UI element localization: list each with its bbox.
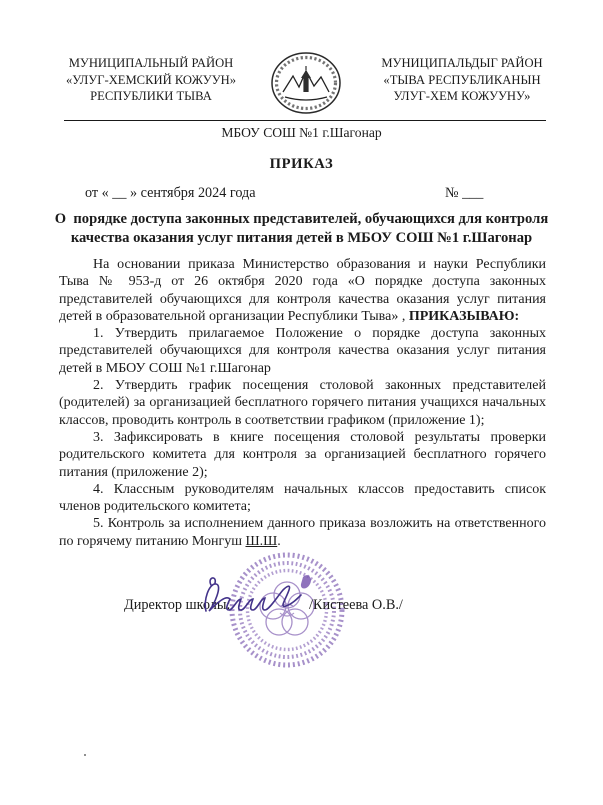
letterhead	[60, 50, 554, 116]
order-subject-line: О порядке доступа законных представителей, обучающихся для контроля	[54, 211, 549, 227]
order-subject-line: качества оказания услуг питания детей в МБОУ СОШ №1 г.Шагонар	[70, 230, 533, 246]
letterhead-right-line: УЛУГ-ХЕМ КОЖУУНУ»	[393, 89, 531, 103]
order-item: 4. Классным руководителям начальных классов предоставить список членов родительского комитета;	[59, 481, 546, 515]
organization-name: МБОУ СОШ №1 г.Шагонар	[221, 125, 382, 140]
signer-name: /Кистеева О.В./	[309, 597, 403, 613]
scan-speck	[84, 754, 86, 756]
letterhead-left	[60, 50, 242, 105]
order-item-tail: .	[277, 533, 281, 549]
header-divider	[64, 120, 546, 121]
order-item: 3. Зафиксировать в книге посещения столовой результаты проверки родительского комитета для контроля за организацией бесплатного горячего питания (приложение 2);	[59, 429, 546, 480]
district-emblem-icon	[269, 50, 343, 116]
signature-label: Директор школы:	[124, 597, 231, 613]
order-item	[59, 515, 546, 550]
letterhead-left-line: МУНИЦИПАЛЬНЫЙ РАЙОН	[68, 56, 234, 70]
order-body	[59, 256, 546, 550]
preamble-emphasis: ПРИКАЗЫВАЮ:	[408, 308, 520, 324]
signature-icon	[196, 571, 320, 630]
letterhead-left-line: «УЛУГ-ХЕМСКИЙ КОЖУУН»	[65, 72, 237, 87]
order-subject	[28, 210, 575, 248]
responsible-initials: Ш.Ш	[245, 533, 278, 549]
order-item: 2. Утвердить график посещения столовой законных представителей (родителей) за организацией бесплатного горячего питания учащихся начальных классов, проводить контроль в соответствии графиком (приложение 1);	[59, 378, 546, 428]
preamble-text: На основании приказа Министерство образования и науки Республики Тыва № 953-д от 26 октября 2020 года «О порядке доступа законных представителей обучающихся для контроля качества оказания услуг питания детей в образовательной организации Республики Тыва» ,	[59, 257, 546, 324]
order-number: № ___	[445, 185, 484, 201]
letterhead-right-line: МУНИЦИПАЛЬДЫГ РАЙОН	[381, 56, 543, 70]
order-heading: ПРИКАЗ	[269, 156, 334, 172]
letterhead-right-line: «ТЫВА РЕСПУБЛИКАНЫН	[383, 72, 541, 87]
letterhead-right	[370, 50, 554, 105]
order-item-text: 5. Контроль за исполнением данного приказа возложить на ответственного по горячему питанию Монгуш	[59, 516, 546, 549]
order-item: 1. Утвердить прилагаемое Положение о порядке доступа законных представителей обучающихся для контроля качества оказания услуг питания детей в МБОУ СОШ №1 г.Шагонар	[59, 326, 546, 376]
preamble-paragraph	[59, 256, 546, 325]
order-date-line: от « __ » сентября 2024 года	[85, 185, 256, 201]
letterhead-left-line: РЕСПУБЛИКИ ТЫВА	[90, 89, 212, 103]
